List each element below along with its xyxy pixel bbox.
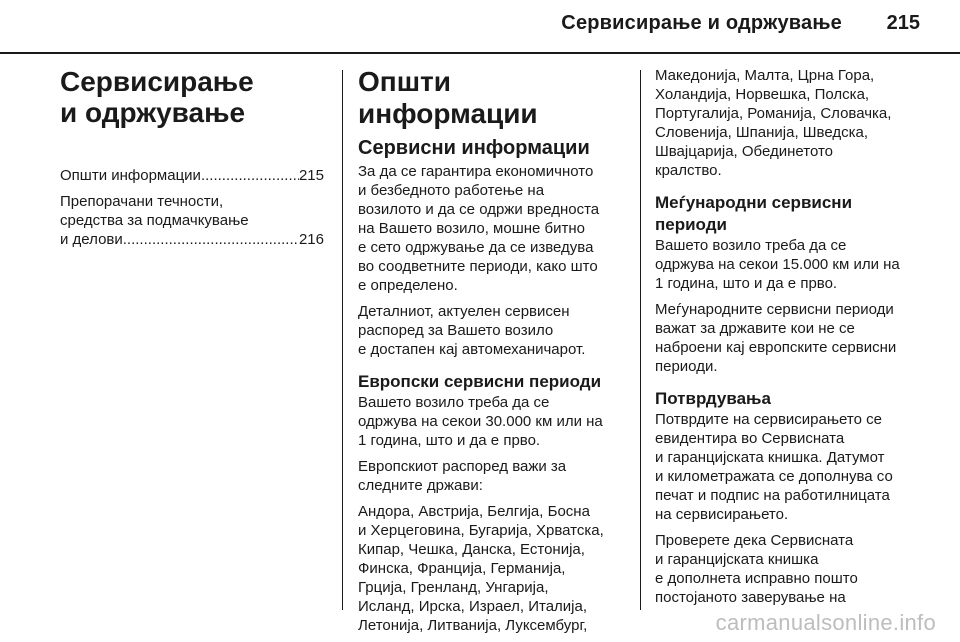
page-number: 215 [886,12,920,34]
paragraph-service-intro: За да се гарантира економичното и безбедното работење на возилото и да се одржи вредноста на Вашето возило, мошне битно е сето одржување да се изведува во соодветните периоди, како што е определено. [358,163,600,294]
middle-column [358,66,626,642]
header-rule [0,52,960,54]
toc-entry-general-info[interactable] [60,166,324,185]
toc-entry-label: Препорачани течности, [60,193,224,210]
paragraph-country-list: Андора, Австрија, Белгија, Босна и Херцеговина, Бугарија, Хрватска, Кипар, Чешка, Данска, Естонија, Финска, Франција, Германија, Грција, Гренланд, Унгарија, Исланд, Ирска, Израел, Италија, Летонија, Литванија, Луксембург, [358,503,604,634]
toc-entry-page: 216 [298,231,324,248]
running-header-title: Сервисирање и одржување [561,12,842,34]
subsection-heading: Сервисни информации [358,137,590,159]
toc-leader-dots [201,166,299,185]
page-header [0,0,960,52]
heading-confirmations: Потврдувања [655,389,771,408]
toc-entry-recommended-fluids[interactable] [60,192,324,249]
paragraph-european-countries-intro: Европскиот распоред важи за следните држави: [358,458,567,494]
chapter-title [60,66,324,128]
toc-entry-label: Општи информации [60,167,201,184]
chapter-title-line: Сервисирање [60,66,254,97]
toc-entry-label: средства за подмачкување [60,212,249,229]
left-column [60,66,324,256]
watermark: carmanualsonline.info [715,610,936,635]
paragraph-international-interval: Вашето возило треба да се одржува на секои 15.000 км или на 1 година, што и да е прво. [655,237,900,292]
chapter-title-line: и одржување [60,97,246,128]
paragraph-check-booklet: Проверете дека Сервисната и гаранцијската книшка е дополнета исправно пошто постојаното заверување на [655,532,858,606]
column-divider-1 [342,70,343,610]
paragraph-country-list-continued: Македонија, Малта, Црна Гора, Холандија, Норвешка, Полска, Португалија, Романија, Словачка, Словенија, Шпанија, Шведска, Швајцарија, Обединетото кралство. [655,67,892,179]
paragraph-international-scope: Меѓународните сервисни периоди важат за државите кои не се наброени кај европските сервисни периоди. [655,301,897,375]
paragraph-confirmations: Потврдите на сервисирањето се евидентира во Сервисната и гаранцијската книшка. Датумот и километражата се дополнува со печат и подпис на работилницата на сервисирањето. [655,411,893,523]
heading-international-intervals: Меѓународни сервисни периоди [655,193,853,234]
paragraph-european-interval: Вашето возило треба да се одржува на секои 30.000 км или на 1 година, што и да е прво. [358,394,603,449]
right-column [655,66,923,614]
toc-entry-page: 215 [298,167,324,184]
toc-leader-dots [123,230,299,249]
paragraph-service-schedule: Деталниот, актуелен сервисен распоред за Вашето возило е достапен кај автомеханичарот. [358,303,586,358]
toc-entry-label: и делови [60,231,123,248]
section-heading: Општи информации [358,66,538,129]
heading-european-intervals: Европски сервисни периоди [358,372,602,391]
column-divider-2 [640,70,641,610]
